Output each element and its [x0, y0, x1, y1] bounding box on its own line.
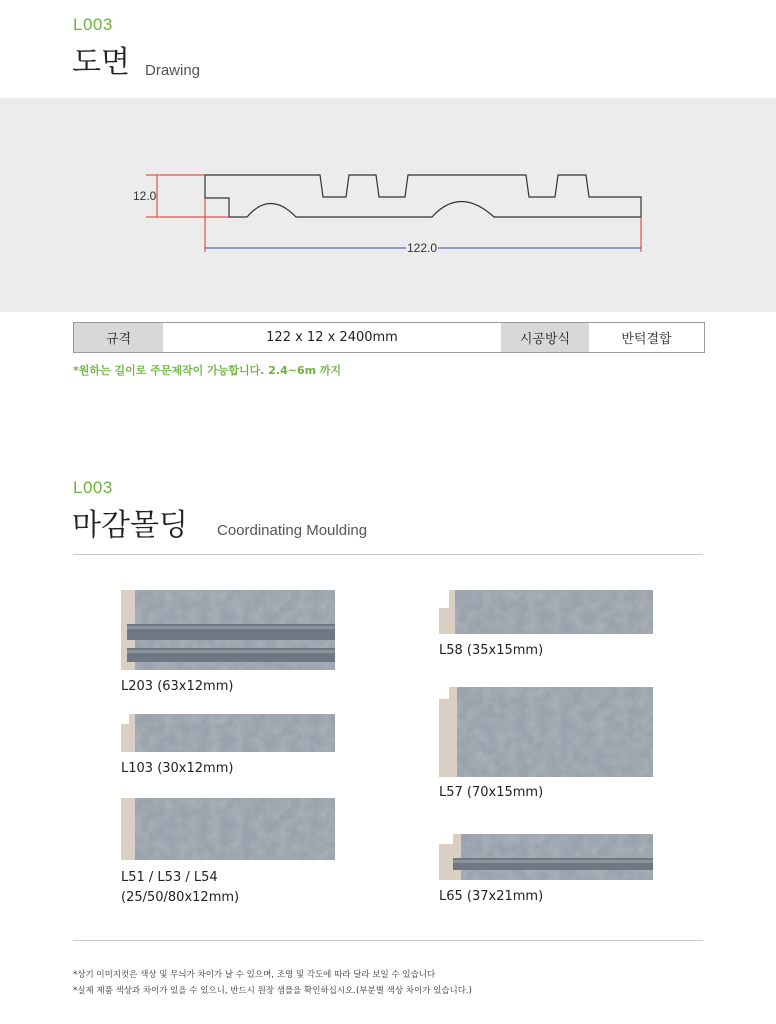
moulding-l51-image — [121, 798, 335, 860]
moulding-l203-label: L203 (63x12mm) — [121, 679, 234, 694]
moulding-l65-label: L65 (37x21mm) — [439, 889, 544, 904]
profile-drawing — [0, 98, 776, 312]
moulding-l58-label: L58 (35x15mm) — [439, 643, 544, 658]
footer-divider — [73, 940, 703, 941]
dim-height-label: 12.0 — [133, 189, 157, 203]
moulding-l103-label: L103 (30x12mm) — [121, 761, 234, 776]
drawing-code: L003 — [73, 15, 113, 34]
moulding-l57-image — [439, 687, 653, 777]
moulding-l51-label-2: (25/50/80x12mm) — [121, 890, 240, 905]
moulding-l65-image — [439, 834, 653, 880]
profile-outline — [205, 175, 641, 217]
moulding-divider — [73, 554, 703, 555]
moulding-code: L003 — [73, 478, 113, 497]
order-note: *원하는 길이로 주문제작이 가능합니다. 2.4~6m 까지 — [73, 364, 342, 377]
spec-table — [73, 322, 705, 353]
moulding-l203-image — [121, 590, 335, 670]
moulding-l51-label: L51 / L53 / L54 — [121, 870, 218, 885]
spec-size-value: 122 x 12 x 2400mm — [163, 323, 501, 352]
drawing-title-ko: 도면 — [72, 45, 130, 80]
drawing-title-en: Drawing — [145, 62, 201, 79]
moulding-l57-label: L57 (70x15mm) — [439, 785, 544, 800]
moulding-l58-image — [439, 590, 653, 634]
moulding-title-ko: 마감몰딩 — [72, 508, 188, 543]
spec-method-label: 시공방식 — [501, 323, 589, 352]
dim-width-label: 122.0 — [407, 241, 438, 255]
spec-size-label: 규격 — [74, 323, 163, 352]
footnote-2: *실제 제품 색상과 차이가 있을 수 있으니, 반드시 원장 샘플을 확인하십시오.(부분별 색상 차이가 있습니다.) — [73, 986, 472, 996]
moulding-l103-image — [121, 714, 335, 752]
drawing-panel — [0, 98, 776, 312]
spec-method-value: 반턱결합 — [589, 323, 704, 352]
moulding-title-en: Coordinating Moulding — [217, 522, 368, 539]
footnote-1: *상기 이미지컷은 색상 및 무늬가 차이가 날 수 있으며, 조명 및 각도에 따라 달라 보일 수 있습니다 — [73, 970, 436, 980]
